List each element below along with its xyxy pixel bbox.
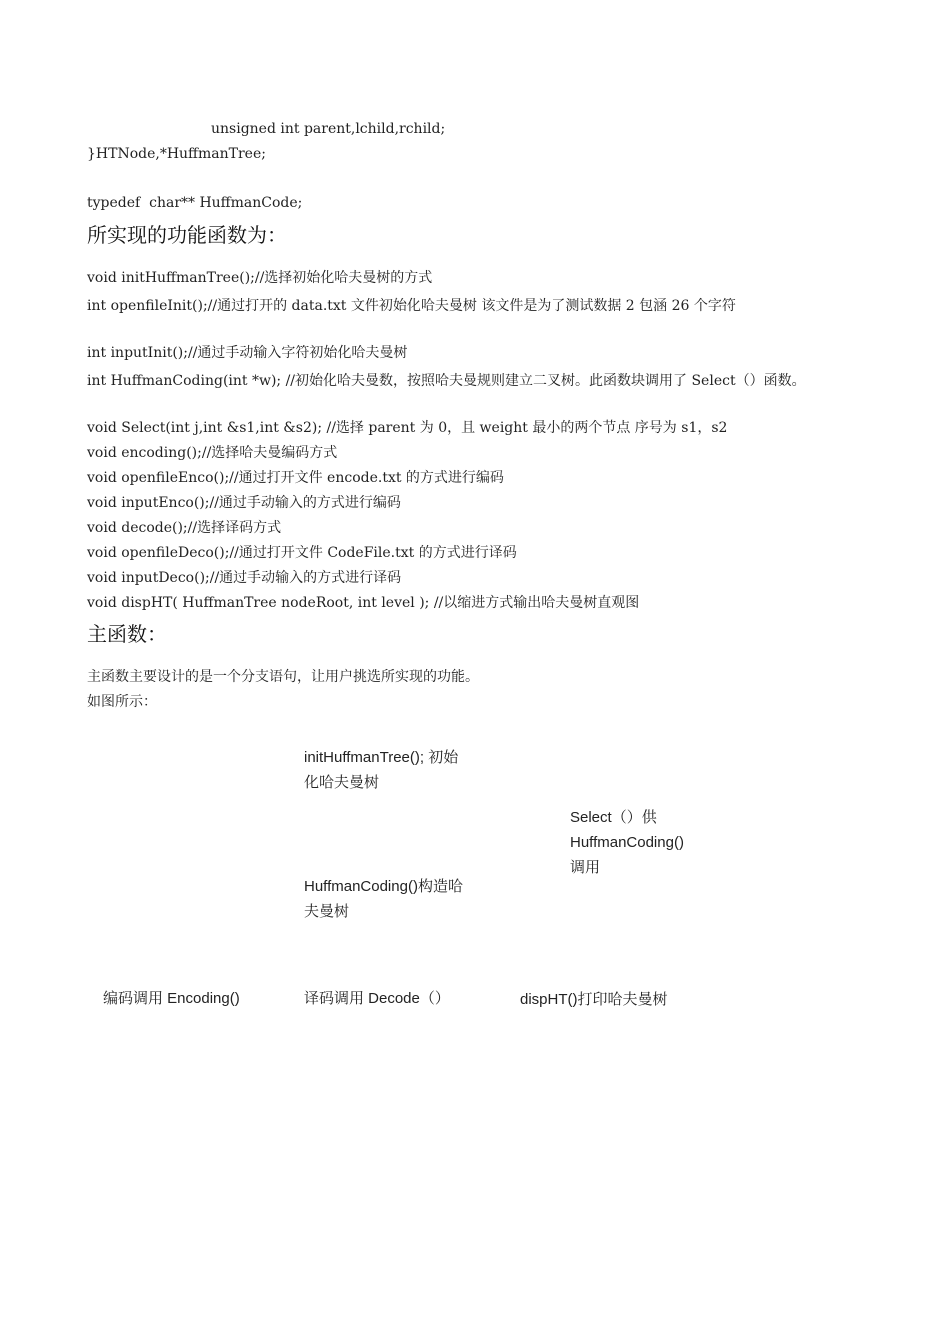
struct-close-line: }HTNode,*HuffmanTree; (87, 146, 266, 162)
function-line-4: int HuffmanCoding(int *w); //初始化哈夫曼数，按照哈夫曼规则建立二叉树。此函数块调用了 Select（）函数。 (87, 373, 806, 389)
function-line-9: void decode();//选择译码方式 (87, 520, 282, 536)
function-line-3: int inputInit();//通过手动输入字符初始化哈夫曼树 (87, 345, 408, 361)
function-line-6: void encoding();//选择哈夫曼编码方式 (87, 445, 338, 461)
figure-caption: 如图所示： (87, 694, 157, 710)
function-line-10: void openfileDeco();//通过打开文件 CodeFile.txt 的方式进行译码 (87, 545, 517, 561)
function-line-11: void inputDeco();//通过手动输入的方式进行译码 (87, 570, 402, 586)
disp-ht-box: dispHT()打印哈夫曼树 (520, 991, 668, 1008)
encoding-box: 编码调用 Encoding() (103, 990, 240, 1007)
typedef-line: typedef char** HuffmanCode; (87, 195, 303, 211)
function-line-5: void Select(int j,int &s1,int &s2); //选择 parent 为 0，且 weight 最小的两个节点 序号为 s1，s2 (87, 420, 728, 436)
select-box: Select（）供HuffmanCoding()调用 (570, 809, 684, 876)
init-huffman-tree-box: initHuffmanTree(); 初始化哈夫曼树 (304, 749, 459, 791)
huffman-coding-box: HuffmanCoding()构造哈夫曼树 (304, 878, 463, 920)
main-description: 主函数主要设计的是一个分支语句，让用户挑选所实现的功能。 (87, 669, 479, 685)
decode-box: 译码调用 Decode（） (304, 990, 450, 1007)
function-line-8: void inputEnco();//通过手动输入的方式进行编码 (87, 495, 401, 511)
struct-members-line: unsigned int parent,lchild,rchild; (211, 121, 446, 137)
functions-heading: 所实现的功能函数为： (87, 223, 287, 247)
main-heading: 主函数： (87, 622, 167, 646)
function-line-1: void initHuffmanTree();//选择初始化哈夫曼树的方式 (87, 270, 433, 286)
function-line-7: void openfileEnco();//通过打开文件 encode.txt 的方式进行编码 (87, 470, 504, 486)
function-line-2: int openfileInit();//通过打开的 data.txt 文件初始化哈夫曼树 该文件是为了测试数据 2 包涵 26 个字符 (87, 298, 736, 314)
function-line-12: void dispHT( HuffmanTree nodeRoot, int level ); //以缩进方式输出哈夫曼树直观图 (87, 595, 640, 611)
